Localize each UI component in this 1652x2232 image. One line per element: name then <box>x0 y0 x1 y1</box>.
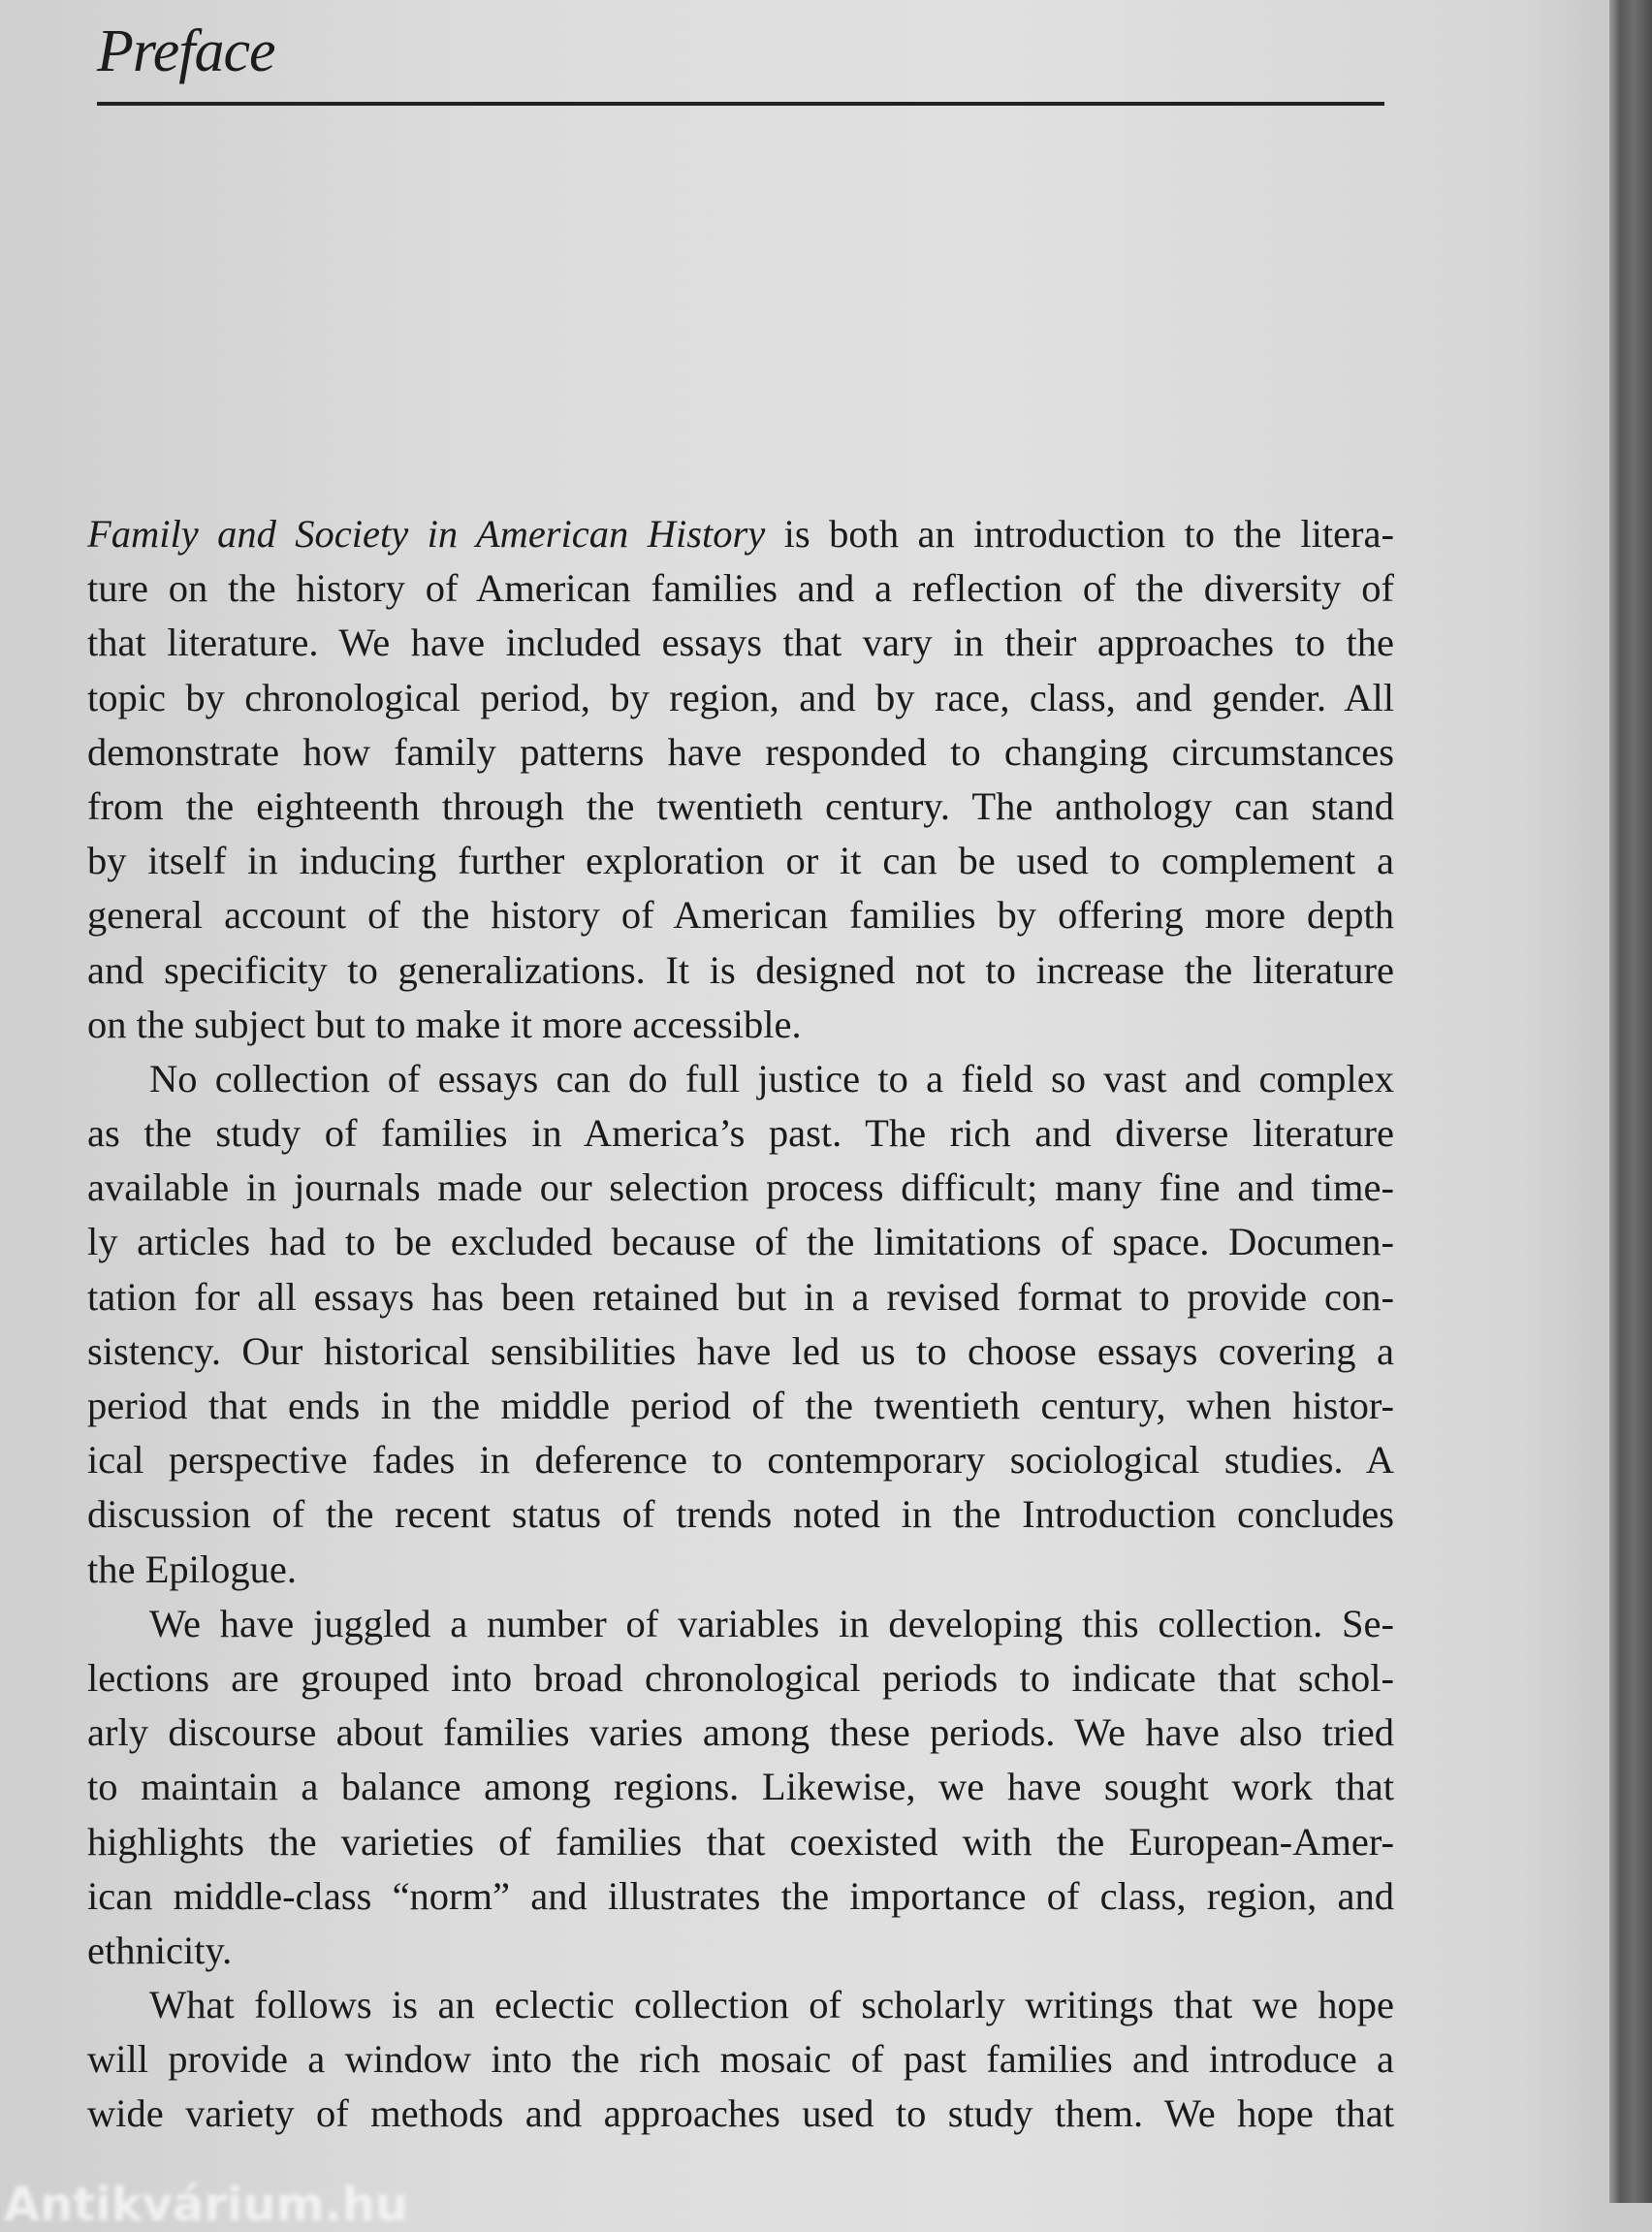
text-line: to maintain a balance among regions. Likewise, we have sought work that <box>87 1765 1394 1809</box>
text-line: available in journals made our selection process difficult; many fine and time- <box>87 1165 1394 1210</box>
text-line: tation for all essays has been retained but in a revised format to provide con- <box>87 1274 1394 1319</box>
text-line: What follows is an eclectic collection of scholarly writings that we hope <box>149 1983 1394 2027</box>
text-line: ethnicity. <box>87 1928 233 1972</box>
text-line: from the eighteenth through the twentieth century. The anthology can stand <box>87 783 1394 828</box>
page-binding-edge <box>1609 0 1652 2203</box>
text-line: We have juggled a number of variables in developing this collection. Se- <box>149 1601 1394 1645</box>
text-line: that literature. We have included essays that vary in their approaches to the <box>87 621 1394 665</box>
text-line: wide variety of methods and approaches used to study them. We hope that <box>87 2091 1394 2136</box>
page-title: Preface <box>97 18 275 84</box>
text-line: demonstrate how family patterns have responded to changing circumstances <box>87 729 1394 774</box>
text-line: the Epilogue. <box>87 1546 297 1591</box>
text-line: by itself in inducing further exploration or it can be used to complement a <box>87 839 1394 883</box>
title-rule <box>97 102 1384 106</box>
text-line: general account of the history of American families by offering more depth <box>87 893 1394 938</box>
text-line: ture on the history of American families and a reflection of the diversity of <box>87 566 1394 611</box>
text-line: highlights the varieties of families that coexisted with the European-Amer- <box>87 1819 1394 1864</box>
text-line: and specificity to generalizations. It is designed not to increase the literature <box>87 947 1394 992</box>
text-line: discussion of the recent status of trends noted in the Introduction concludes <box>87 1492 1394 1537</box>
text-line: ly articles had to be excluded because of the limitations of space. Documen- <box>87 1220 1394 1264</box>
text-line: on the subject but to make it more accessible. <box>87 1002 802 1046</box>
text-line: topic by chronological period, by region, and by race, class, and gender. All <box>87 675 1394 719</box>
text-line: will provide a window into the rich mosaic of past families and introduce a <box>87 2037 1394 2082</box>
text-line-rest: is both an introduction to the litera- <box>765 512 1395 556</box>
text-line: period that ends in the middle period of the twentieth century, when histor- <box>87 1384 1394 1427</box>
preface-body <box>87 507 1394 2142</box>
watermark: Antikvárium.hu <box>4 2178 409 2232</box>
book-title: Family and Society in American History <box>87 512 766 556</box>
text-line: ican middle-class “norm” and illustrates the importance of class, region, and <box>87 1873 1394 1918</box>
text-line: as the study of families in America’s past. The rich and diverse literature <box>87 1111 1394 1156</box>
text-line <box>87 507 1394 561</box>
text-line: No collection of essays can do full justice to a field so vast and complex <box>149 1056 1394 1100</box>
text-line: sistency. Our historical sensibilities have led us to choose essays covering a <box>87 1328 1394 1373</box>
text-line: ical perspective fades in deference to contemporary sociological studies. A <box>87 1438 1394 1483</box>
text-line: lections are grouped into broad chronological periods to indicate that schol- <box>87 1655 1394 1700</box>
text-line: arly discourse about families varies among these periods. We have also tried <box>87 1710 1394 1755</box>
